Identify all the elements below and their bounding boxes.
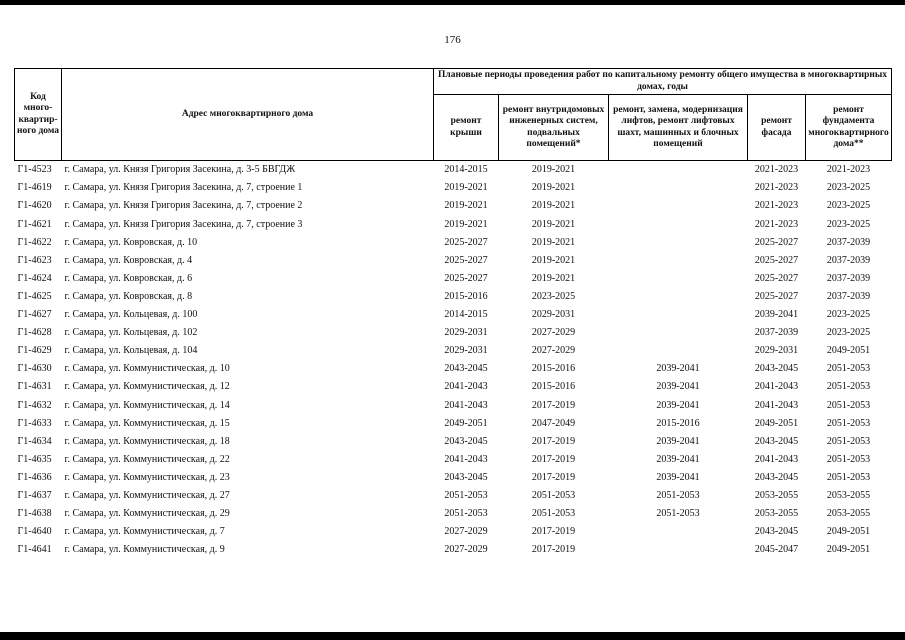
cell-facade: 2053-2055 xyxy=(754,489,799,501)
cell-lifts xyxy=(609,179,748,197)
cell-address: г. Самара, ул. Князя Григория Засекина, д. 3-5 БВГДЖ xyxy=(62,161,434,180)
header-foundation: ремонт фундамента многоквартирного дома** xyxy=(806,95,892,161)
cell-roof: 2041-2043 xyxy=(444,399,488,411)
cell-facade: 2025-2027 xyxy=(754,272,799,284)
bottom-border xyxy=(0,632,905,640)
cell-systems: 2019-2021 xyxy=(531,254,576,266)
cell-systems: 2019-2021 xyxy=(531,182,576,194)
cell-lifts xyxy=(609,215,748,233)
cell-facade: 2037-2039 xyxy=(754,327,799,339)
cell-code: Г1-4635 xyxy=(17,453,52,465)
cell-code: Г1-4636 xyxy=(17,471,52,483)
cell-systems: 2017-2019 xyxy=(531,453,576,465)
table-row xyxy=(15,523,892,541)
cell-foundation: 2049-2051 xyxy=(826,345,871,357)
table-row xyxy=(15,288,892,306)
cell-lifts: 2039-2041 xyxy=(656,381,700,393)
cell-roof: 2019-2021 xyxy=(444,218,488,230)
table-row xyxy=(15,215,892,233)
cell-lifts: 2039-2041 xyxy=(656,471,700,483)
cell-roof: 2019-2021 xyxy=(444,182,488,194)
cell-systems: 2017-2019 xyxy=(531,471,576,483)
cell-code: Г1-4634 xyxy=(17,435,52,447)
cell-systems: 2017-2019 xyxy=(531,544,576,556)
cell-foundation: 2037-2039 xyxy=(826,272,871,284)
cell-lifts: 2039-2041 xyxy=(656,399,700,411)
cell-code: Г1-4628 xyxy=(17,327,52,339)
cell-code: Г1-4620 xyxy=(17,200,52,212)
cell-foundation: 2051-2053 xyxy=(826,417,871,429)
cell-foundation: 2023-2025 xyxy=(826,218,871,230)
cell-foundation: 2053-2055 xyxy=(826,508,871,520)
cell-facade: 2053-2055 xyxy=(754,508,799,520)
cell-address: г. Самара, ул. Князя Григория Засекина, д. 7, строение 2 xyxy=(64,200,303,212)
cell-systems: 2017-2019 xyxy=(531,399,576,411)
table-row xyxy=(15,414,892,432)
cell-foundation: 2049-2051 xyxy=(826,526,871,538)
cell-foundation: 2037-2039 xyxy=(826,290,871,302)
cell-code: Г1-4640 xyxy=(17,526,52,538)
cell-roof: 2049-2051 xyxy=(444,417,488,429)
cell-address: г. Самара, ул. Коммунистическая, д. 10 xyxy=(64,363,230,375)
cell-address: г. Самара, ул. Ковровская, д. 6 xyxy=(64,272,193,284)
header-address: Адрес многоквартирного дома xyxy=(62,69,434,161)
cell-code: Г1-4625 xyxy=(17,290,52,302)
cell-foundation: 2023-2025 xyxy=(826,327,871,339)
cell-code: Г1-4624 xyxy=(17,272,52,284)
cell-lifts xyxy=(609,270,748,288)
cell-address: г. Самара, ул. Коммунистическая, д. 12 xyxy=(64,381,230,393)
cell-systems: 2027-2029 xyxy=(531,345,576,357)
cell-code: Г1-4523 xyxy=(15,161,62,180)
table-row xyxy=(15,197,892,215)
cell-lifts xyxy=(609,306,748,324)
cell-roof: 2043-2045 xyxy=(444,471,488,483)
table-row xyxy=(15,469,892,487)
cell-lifts xyxy=(609,251,748,269)
cell-address: г. Самара, ул. Коммунистическая, д. 23 xyxy=(64,471,230,483)
cell-address: г. Самара, ул. Князя Григория Засекина, д. 7, строение 3 xyxy=(64,218,303,230)
cell-systems: 2047-2049 xyxy=(531,417,576,429)
cell-systems: 2017-2019 xyxy=(531,435,576,447)
cell-foundation: 2051-2053 xyxy=(826,471,871,483)
cell-facade: 2045-2047 xyxy=(754,544,799,556)
cell-roof: 2025-2027 xyxy=(444,272,488,284)
header-code: Код много-квартир-ного дома xyxy=(15,69,62,161)
cell-systems: 2019-2021 xyxy=(531,236,576,248)
cell-lifts: 2039-2041 xyxy=(656,363,700,375)
cell-lifts: 2051-2053 xyxy=(656,489,700,501)
cell-roof: 2041-2043 xyxy=(444,453,488,465)
table-row xyxy=(15,270,892,288)
cell-roof: 2015-2016 xyxy=(444,290,488,302)
cell-facade: 2043-2045 xyxy=(754,435,799,447)
repair-schedule-table xyxy=(14,68,892,559)
cell-foundation: 2023-2025 xyxy=(826,200,871,212)
cell-systems: 2051-2053 xyxy=(531,508,576,520)
cell-lifts xyxy=(609,197,748,215)
cell-facade: 2049-2051 xyxy=(754,417,799,429)
table-row xyxy=(15,487,892,505)
cell-address: г. Самара, ул. Князя Григория Засекина, д. 7, строение 1 xyxy=(64,182,303,194)
cell-address: г. Самара, ул. Коммунистическая, д. 9 xyxy=(64,544,225,556)
cell-foundation: 2051-2053 xyxy=(826,435,871,447)
cell-roof: 2051-2053 xyxy=(444,489,488,501)
cell-foundation: 2051-2053 xyxy=(826,363,871,375)
cell-lifts: 2015-2016 xyxy=(656,417,700,429)
cell-systems: 2015-2016 xyxy=(531,363,576,375)
table-row xyxy=(15,432,892,450)
page-number: 176 xyxy=(444,34,461,46)
cell-facade: 2041-2043 xyxy=(754,399,799,411)
cell-address: г. Самара, ул. Коммунистическая, д. 18 xyxy=(64,435,230,447)
cell-foundation: 2023-2025 xyxy=(826,309,871,321)
table-row xyxy=(15,161,892,180)
cell-foundation: 2049-2051 xyxy=(826,544,871,556)
cell-code: Г1-4633 xyxy=(17,417,52,429)
table-row xyxy=(15,505,892,523)
cell-address: г. Самара, ул. Кольцевая, д. 100 xyxy=(64,309,198,321)
cell-code: Г1-4632 xyxy=(17,399,52,411)
cell-systems: 2019-2021 xyxy=(531,218,576,230)
cell-address: г. Самара, ул. Ковровская, д. 4 xyxy=(64,254,193,266)
cell-foundation: 2021-2023 xyxy=(806,161,892,180)
cell-roof: 2014-2015 xyxy=(444,309,488,321)
cell-lifts xyxy=(609,324,748,342)
cell-roof: 2025-2027 xyxy=(444,236,488,248)
cell-address: г. Самара, ул. Кольцевая, д. 102 xyxy=(64,327,198,339)
cell-foundation: 2023-2025 xyxy=(826,182,871,194)
cell-roof: 2041-2043 xyxy=(444,381,488,393)
cell-facade: 2025-2027 xyxy=(754,236,799,248)
cell-lifts xyxy=(609,288,748,306)
cell-address: г. Самара, ул. Ковровская, д. 10 xyxy=(64,236,198,248)
table-row xyxy=(15,251,892,269)
cell-systems: 2015-2016 xyxy=(531,381,576,393)
cell-lifts xyxy=(609,342,748,360)
cell-facade: 2021-2023 xyxy=(748,161,806,180)
cell-lifts: 2051-2053 xyxy=(656,508,700,520)
cell-code: Г1-4623 xyxy=(17,254,52,266)
cell-facade: 2021-2023 xyxy=(754,182,799,194)
table-row xyxy=(15,324,892,342)
cell-roof: 2027-2029 xyxy=(444,526,488,538)
header-facade: ремонт фасада xyxy=(748,95,806,161)
cell-code: Г1-4621 xyxy=(17,218,52,230)
cell-address: г. Самара, ул. Кольцевая, д. 104 xyxy=(64,345,198,357)
cell-lifts xyxy=(609,161,748,180)
cell-code: Г1-4629 xyxy=(17,345,52,357)
table-row xyxy=(15,306,892,324)
cell-facade: 2025-2027 xyxy=(754,254,799,266)
cell-facade: 2025-2027 xyxy=(754,290,799,302)
cell-roof: 2029-2031 xyxy=(444,327,488,339)
cell-code: Г1-4622 xyxy=(17,236,52,248)
cell-code: Г1-4619 xyxy=(17,182,52,194)
cell-foundation: 2051-2053 xyxy=(826,453,871,465)
cell-roof: 2043-2045 xyxy=(444,435,488,447)
cell-systems: 2017-2019 xyxy=(531,526,576,538)
cell-facade: 2029-2031 xyxy=(754,345,799,357)
header-roof: ремонт крыши xyxy=(434,95,499,161)
header-systems: ремонт внутридомовых инженерных систем, подвальных помещений* xyxy=(499,95,609,161)
cell-systems: 2019-2021 xyxy=(499,161,609,180)
cell-code: Г1-4641 xyxy=(17,544,52,556)
cell-roof: 2051-2053 xyxy=(444,508,488,520)
table-row xyxy=(15,378,892,396)
table-row xyxy=(15,342,892,360)
cell-address: г. Самара, ул. Коммунистическая, д. 15 xyxy=(64,417,230,429)
cell-systems: 2023-2025 xyxy=(531,290,576,302)
cell-systems: 2027-2029 xyxy=(531,327,576,339)
table-body xyxy=(15,161,892,560)
cell-code: Г1-4638 xyxy=(17,508,52,520)
table-row xyxy=(15,360,892,378)
cell-lifts xyxy=(609,541,748,559)
cell-foundation: 2051-2053 xyxy=(826,399,871,411)
cell-roof: 2029-2031 xyxy=(444,345,488,357)
table-row xyxy=(15,179,892,197)
cell-facade: 2043-2045 xyxy=(754,471,799,483)
cell-foundation: 2037-2039 xyxy=(826,236,871,248)
cell-facade: 2039-2041 xyxy=(754,309,799,321)
cell-address: г. Самара, ул. Ковровская, д. 8 xyxy=(64,290,193,302)
cell-systems: 2019-2021 xyxy=(531,200,576,212)
cell-lifts: 2039-2041 xyxy=(656,453,700,465)
cell-roof: 2019-2021 xyxy=(444,200,488,212)
cell-foundation: 2037-2039 xyxy=(826,254,871,266)
header-lifts: ремонт, замена, модернизация лифтов, ремонт лифтовых шахт, машинных и блочных помещений xyxy=(609,95,748,161)
cell-foundation: 2051-2053 xyxy=(826,381,871,393)
cell-systems: 2029-2031 xyxy=(531,309,576,321)
cell-foundation: 2053-2055 xyxy=(826,489,871,501)
cell-lifts xyxy=(609,233,748,251)
cell-facade: 2021-2023 xyxy=(754,200,799,212)
cell-code: Г1-4637 xyxy=(17,489,52,501)
cell-facade: 2043-2045 xyxy=(754,363,799,375)
cell-systems: 2051-2053 xyxy=(531,489,576,501)
table-row xyxy=(15,396,892,414)
table-row xyxy=(15,451,892,469)
cell-lifts xyxy=(609,523,748,541)
cell-systems: 2019-2021 xyxy=(531,272,576,284)
cell-roof: 2027-2029 xyxy=(444,544,488,556)
cell-address: г. Самара, ул. Коммунистическая, д. 29 xyxy=(64,508,230,520)
table-row xyxy=(15,233,892,251)
cell-facade: 2041-2043 xyxy=(754,381,799,393)
cell-roof: 2014-2015 xyxy=(434,161,499,180)
cell-facade: 2041-2043 xyxy=(754,453,799,465)
cell-roof: 2043-2045 xyxy=(444,363,488,375)
cell-code: Г1-4630 xyxy=(17,363,52,375)
cell-address: г. Самара, ул. Коммунистическая, д. 14 xyxy=(64,399,230,411)
cell-lifts: 2039-2041 xyxy=(656,435,700,447)
table-row xyxy=(15,541,892,559)
cell-roof: 2025-2027 xyxy=(444,254,488,266)
cell-facade: 2043-2045 xyxy=(754,526,799,538)
cell-address: г. Самара, ул. Коммунистическая, д. 22 xyxy=(64,453,230,465)
cell-facade: 2021-2023 xyxy=(754,218,799,230)
cell-address: г. Самара, ул. Коммунистическая, д. 27 xyxy=(64,489,230,501)
cell-code: Г1-4631 xyxy=(17,381,52,393)
cell-code: Г1-4627 xyxy=(17,309,52,321)
top-border xyxy=(0,0,905,5)
header-group: Плановые периоды проведения работ по капитальному ремонту общего имущества в многоквартирных домах, годы xyxy=(434,69,892,95)
cell-address: г. Самара, ул. Коммунистическая, д. 7 xyxy=(64,526,225,538)
